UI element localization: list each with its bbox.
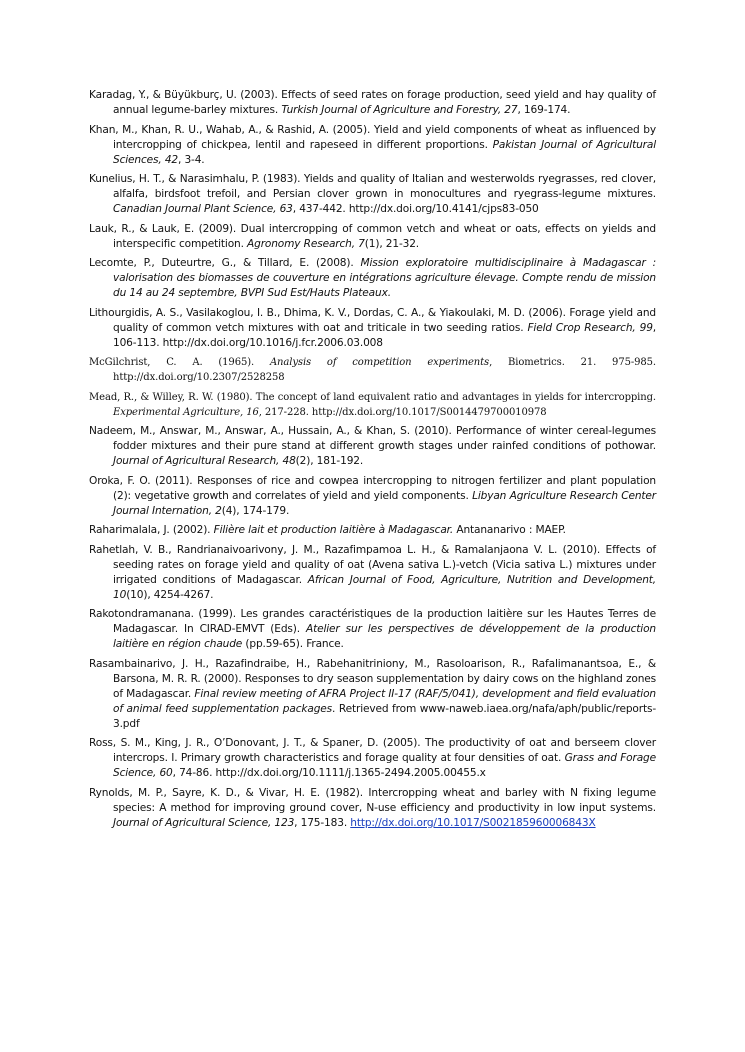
reference-text: Ross, S. M., King, J. R., O’Donovant, J. T., & Spaner, D. (2005). The productivity of oat and berseem clover intercrops. I. Primary growth characteristics and forage quality at four densities of oat. (89, 737, 656, 764)
reference-entry (89, 607, 656, 652)
reference-details: . Retrieved from www-naweb.iaea.org/nafa/aph/public/reports-3.pdf (113, 702, 656, 730)
reference-source-title: Final review meeting of AFRA Project II-17 (RAF/5/041), development and field evaluation of animal feed supplementation packages (113, 687, 656, 715)
reference-entry (89, 172, 656, 217)
reference-list (89, 88, 656, 835)
reference-source-title: Field Crop Research, 99 (527, 321, 653, 334)
reference-details: (2), 181-192. (295, 455, 364, 467)
reference-details: , 3-4. (178, 153, 205, 166)
reference-details: , 169-174. (517, 104, 571, 116)
reference-entry (89, 88, 656, 118)
reference-source-title: Canadian Journal Plant Science, 63 (113, 203, 293, 215)
reference-source-title: Experimental Agriculture, 16 (113, 406, 259, 418)
reference-text: Rakotondramanana. (1999). Les grandes caractéristiques de la production laitière sur les Hautes Terres de Madagascar. In CIRAD-EMVT (Eds). (89, 608, 656, 635)
reference-text: Raharimalala, J. (2002). (89, 524, 214, 536)
reference-source-title: African Journal of Food, Agriculture, Nutrition and Development, 10 (113, 573, 656, 601)
reference-entry (89, 256, 656, 301)
reference-entry (89, 306, 656, 351)
reference-source-title: Filière lait et production laitière à Madagascar. (213, 524, 454, 536)
reference-text: Lauk, R., & Lauk, E. (2009). Dual intercropping of common vetch and wheat or oats, effects on yields and interspecific competition. (89, 222, 656, 250)
reference-details: , 74-86. http://dx.doi.org/10.1111/j.1365-2494.2005.00455.x (172, 767, 486, 779)
reference-text: Lecomte, P., Duteurtre, G., & Tillard, E. (2008). (89, 257, 361, 269)
reference-source-title: Journal of Agricultural Research, 48 (113, 455, 296, 467)
reference-text: Nadeem, M., Answar, M., Answar, A., Hussain, A., & Khan, S. (2010). Performance of winter cereal-legumes fodder mixtures and their pure stand at different growth stages under rainfed conditions of pothowar. (89, 425, 656, 452)
reference-text: Karadag, Y., & Büyükburç, U. (2003). Effects of seed rates on forage production, seed yield and hay quality of annual legume-barley mixtures. (89, 89, 656, 116)
reference-details: (1), 21-32. (364, 237, 420, 250)
reference-entry (89, 222, 656, 252)
reference-source-title: Mission exploratoire multidisciplinaire à Madagascar : valorisation des biomasses de couverture en intégrations agriculture élevage. Compte rendu de mission du 14 au 24 septembre, BVPI Sud Est/Hauts Plateaux. (113, 257, 657, 299)
reference-text: Rynolds, M. P., Sayre, K. D., & Vivar, H. E. (1982). Intercropping wheat and barley with N fixing legume species: A method for improving ground cover, N-use efficiency and productivity in low input systems. (89, 786, 656, 814)
reference-entry (89, 786, 656, 831)
reference-source-title: Journal of Agricultural Science, 123 (113, 816, 295, 829)
reference-entry (89, 390, 656, 420)
reference-entry (89, 657, 656, 732)
reference-text: Khan, M., Khan, R. U., Wahab, A., & Rashid, A. (2005). Yield and yield components of wheat as influenced by intercropping of chickpea, lentil and rapeseed in different proportions. (89, 123, 656, 151)
reference-text: Rasambainarivo, J. H., Razafindraibe, H., Rabehanitriniony, M., Rasoloarison, R., Rafalimanantsoa, E., & Barsona, M. R. R. (2000). Responses to dry season supplementation by dairy cows on the highland zones of Madagascar. (89, 657, 656, 700)
reference-text: Oroka, F. O. (2011). Responses of rice and cowpea intercropping to nitrogen fertilizer and plant population (2): vegetative growth and correlates of yield and yield components. (89, 474, 656, 502)
reference-text: McGilchrist, C. A. (1965). (89, 357, 270, 368)
reference-details: , Biometrics. 21. 975-985. http://dx.doi.org/10.2307/2528258 (113, 357, 656, 383)
reference-details: Antananarivo : MAEP. (453, 524, 566, 536)
reference-text: Rahetlah, V. B., Randrianaivoarivony, J. M., Razafimpamoa L. H., & Ramalanjaona V. L. (2010). Effects of seeding rates on forage yield and quality of oat (Avena sativa L.)-vetch (Vicia sativa L.) mixtures under irrigated conditions of Madagascar. (89, 543, 656, 586)
reference-source-title: Turkish Journal of Agriculture and Forestry, 27 (281, 104, 518, 116)
reference-source-title: Atelier sur les perspectives de développement de la production laitière en région chaude (113, 623, 657, 650)
reference-source-title: Agronomy Research, 7 (247, 237, 365, 250)
reference-entry (89, 543, 656, 603)
reference-details: (pp.59-65). France. (242, 638, 344, 650)
doi-link[interactable]: http://dx.doi.org/10.1017/S002185960006843X (350, 816, 596, 829)
reference-text: Kunelius, H. T., & Narasimhalu, P. (1983). Yields and quality of Italian and westerwolds ryegrasses, red clover, alfalfa, birdsfoot trefoil, and Persian clover grown in monocultures and ryegrass-legume mixtures. (89, 173, 656, 200)
reference-details: (4), 174-179. (221, 504, 290, 517)
reference-source-title: Grass and Forage Science, 60 (113, 752, 656, 779)
reference-text: Mead, R., & Willey, R. W. (1980). The concept of land equivalent ratio and advantages in yields for intercropping. (89, 391, 656, 403)
reference-details: , 106-113. http://dx.doi.org/10.1016/j.fcr.2006.03.008 (113, 321, 657, 349)
reference-entry (89, 736, 656, 781)
reference-source-title: Pakistan Journal of Agricultural Sciences, 42 (113, 138, 656, 166)
reference-details: , 437-442. http://dx.doi.org/10.4141/cjps83-050 (292, 203, 539, 215)
reference-details: (10), 4254-4267. (126, 588, 214, 601)
reference-source-title: Libyan Agriculture Research Center Journal Internation, 2 (113, 489, 656, 517)
reference-entry (89, 123, 656, 168)
reference-entry (89, 523, 656, 538)
reference-details: , 217-228. http://dx.doi.org/10.1017/S0014479700010978 (258, 406, 547, 418)
reference-details: , 175-183. (294, 816, 351, 829)
reference-entry (89, 355, 656, 385)
reference-source-title: Analysis of competition experiments (269, 357, 490, 368)
reference-entry (89, 474, 656, 519)
reference-entry (89, 424, 656, 469)
reference-text: Lithourgidis, A. S., Vasilakoglou, I. B., Dhima, K. V., Dordas, C. A., & Yiakoulaki, M. D. (2006). Forage yield and quality of common vetch mixtures with oat and triticale in two seeding ratios. (89, 306, 656, 334)
